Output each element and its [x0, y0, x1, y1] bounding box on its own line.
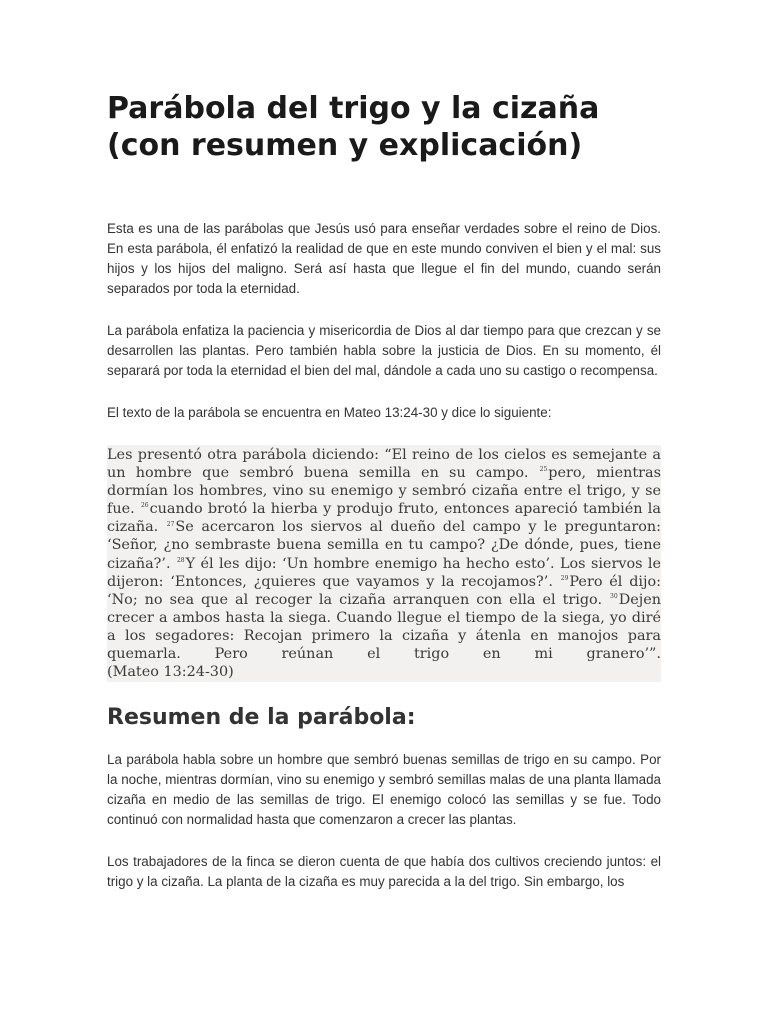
quote-segment: pero, mientras dormían los hombres, vino su enemigo y sembró cizaña entre el trigo, y se fue. [107, 465, 661, 518]
summary-paragraph-1: La parábola habla sobre un hombre que sembró buenas semillas de trigo en su campo. Por la noche, mientras dormían, vino su enemigo y sembró semillas malas de una planta llamada cizaña en medio de las semillas de trigo. El enemigo colocó las semillas y se fue. Todo continuó con normalidad hasta que comenzaron a crecer las plantas. [107, 752, 661, 828]
bible-quote-block [107, 445, 661, 682]
intro-paragraph-2: La parábola enfatiza la paciencia y misericordia de Dios al dar tiempo para que crezcan y se desarrollen las plantas. Pero también habla sobre la justicia de Dios. En su momento, él separará por toda la eternidad el bien del mal, dándole a cada uno su castigo o recompensa. [107, 323, 661, 378]
summary-paragraph-2: Los trabajadores de la finca se dieron cuenta de que había dos cultivos creciendo juntos: el trigo y la cizaña. La planta de la cizaña es muy parecida a la del trigo. Sin embargo, los [107, 854, 661, 890]
verse-number: 25 [539, 466, 548, 474]
verse-number: 27 [166, 520, 175, 528]
intro-paragraph-1: Esta es una de las parábolas que Jesús usó para enseñar verdades sobre el reino de Dios. En esta parábola, él enfatizó la realidad de que en este mundo conviven el bien y el mal: sus hijos y los hijos del maligno. Será así hasta que llegue el fin del mundo, cuando serán separados por toda la eternidad. [107, 221, 661, 296]
intro-paragraph-3: El texto de la parábola se encuentra en Mateo 13:24-30 y dice lo siguiente: [107, 405, 552, 420]
verse-number: 30 [610, 592, 618, 600]
quote-segment: Y él les dijo: ‘Un hombre enemigo ha hecho esto’. Los siervos le dijeron: ‘Entonces, ¿quieres que vayamos y la recojamos?’. [107, 555, 662, 590]
title-line-1: Parábola del trigo y la cizaña [107, 91, 600, 126]
quote-segment: Les presentó otra parábola diciendo: “El reino de los cielos es semejante a un hombre que sembró buena semilla en su campo. [107, 447, 661, 482]
quote-segment: cuando brotó la hierba y produjo fruto, entonces apareció también la cizaña. [107, 501, 661, 536]
article-body [107, 90, 661, 892]
quote-segment: Se acercaron los siervos al dueño del campo y le preguntaron: ‘Señor, ¿no sembraste buena semilla en tu campo? ¿De dónde, pues, tiene cizaña?’. [107, 519, 661, 572]
page-title [107, 90, 661, 164]
verse-number: 26 [140, 502, 149, 510]
title-line-2: (con resumen y explicación) [107, 128, 583, 163]
quote-segment: Dejen crecer a ambos hasta la siega. Cuando llegue el tiempo de la siega, yo diré a los segadores: Recojan primero la cizaña y átenla en manojos para quemarla. Pero reúnan el trigo en mi granero’”. [107, 591, 661, 663]
verse-number: 29 [560, 574, 569, 582]
quote-reference: (Mateo 13:24-30) [107, 664, 234, 681]
summary-heading: Resumen de la parábola: [107, 705, 416, 731]
verse-number: 28 [176, 556, 185, 564]
quote-segment: Pero él dijo: ‘No; no sea que al recoger la cizaña arranquen con ella el trigo. [107, 573, 662, 608]
